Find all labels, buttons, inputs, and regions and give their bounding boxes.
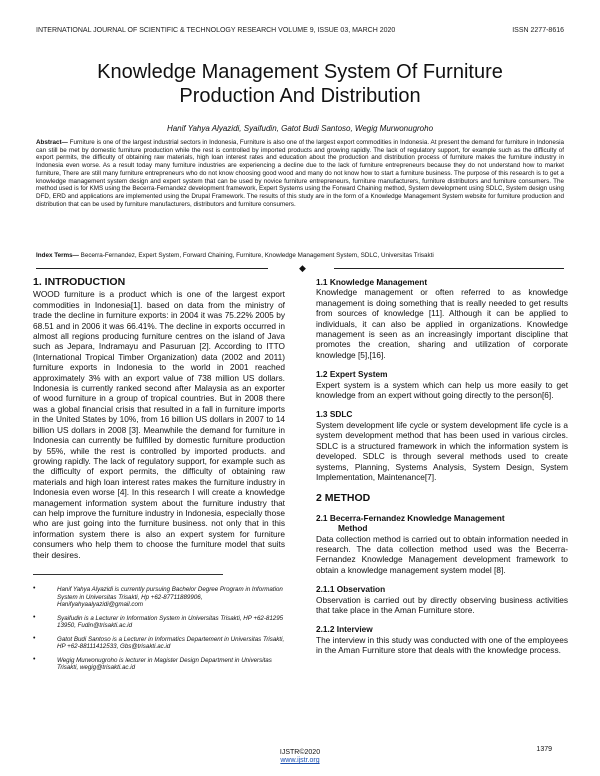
method-heading: 2 METHOD	[316, 492, 371, 505]
journal-url-link[interactable]: www.ijstr.org	[280, 757, 320, 764]
index-terms-label: Index Terms—	[36, 252, 79, 259]
section-1-2-text: Expert system is a system which can help us more easily to get knowledge from an expert without going directly to the person[6].	[316, 379, 568, 401]
bullet-icon: •	[33, 613, 36, 621]
right-column	[316, 277, 568, 656]
section-2-1-2-heading: 2.1.2 Interview	[316, 624, 373, 635]
issn: ISSN 2277-8616	[512, 27, 564, 34]
journal-header: INTERNATIONAL JOURNAL OF SCIENTIFIC & TECHNOLOGY RESEARCH VOLUME 9, ISSUE 03, MARCH 2020	[36, 27, 396, 34]
section-2-1-heading-line-1: 2.1 Becerra-Fernandez Knowledge Management	[316, 512, 505, 523]
footnote-text: Syaifudin is a Lecturer in Information System in Universitas Trisakti, HP +62-81295 13950, Fudin@trisakti.ac.id	[57, 614, 284, 629]
section-1-3-heading: 1.3 SDLC	[316, 409, 353, 420]
title-line-2: Production And Distribution	[179, 85, 421, 107]
bullet-icon: •	[33, 655, 36, 663]
paper-title	[36, 60, 564, 108]
title-line-1: Knowledge Management System Of Furniture	[97, 61, 503, 83]
footnote-rule	[33, 574, 223, 575]
section-1-3-text: System development life cycle or system development life cycle is a system development method that has been used in various circles. SDLC is a structured framework in which the information system is developed. SDLC is through several methods used to create systems, Planning, Systems Analysis, System Design, System Implementation, Maintenance[7].	[316, 419, 568, 482]
section-2-1-heading	[316, 513, 568, 534]
diamond-icon: ◆	[299, 263, 306, 273]
footnote-text: Wegig Murwonugroho is lecturer in Magister Design Department in Universitas Trisakti, wegig@trisakti.ac.id	[57, 656, 272, 671]
abstract-text: Furniture is one of the largest industrial sectors in Indonesia, Furniture is also one of the largest export commodities in Indonesia. At present the demand for furniture in Indonesia can still be met by domestic furniture production while the rest is controlled by imported products and growing rapidly. The lack of regulatory support, for example such as the difficulty of export permits, the difficulty of obtaining raw materials, high loan interest rates and education about the production and distribution process of furniture makes the furniture industry in Indonesia even worse. As a result today many furniture industries are experiencing a decline due to the lack of furniture entrepreneurs because they do not understand how to market furniture, There are still many furniture entrepreneurs who do not know choosing good wood and many do not know how to start a furniture business. The purpose of this research is to get a knowledge management system design and expert system that can be used by novice furniture entrepreneurs, furniture manufacturers, furniture distributors and furniture consumers. The method used is for KMS using the Becerra-Fernandez development framework, Expert Systems using the Forward Chaining method, System development using SDLC, System design using DFD, ERD and applications are implemented using the Drupal Framework. The results of this study are in the form of a Knowledge Management System website for furniture production and distribution that can be used by furniture manufacturers, distributors and furniture consumers.	[36, 139, 564, 208]
section-2-1-1-heading: 2.1.1 Observation	[316, 584, 386, 595]
intro-heading: 1. INTRODUCTION	[33, 276, 126, 288]
footnote-text: Gatot Budi Santoso is a Lecturer in Informatics Departement in Universitas Trisakti, HP +62-88111412533, Gbs@trisakti.ac.id	[57, 635, 285, 650]
footnote	[33, 636, 285, 651]
page-footer	[0, 749, 600, 765]
section-2-1-text: Data collection method is carried out to obtain information needed in research. The data collection method used was the Becerra-Fernandez Knowledge Management development framework to obtain a knowledge management system model [8].	[316, 533, 568, 575]
footnote	[33, 586, 285, 609]
abstract	[36, 139, 564, 208]
section-2-1-2-text: The interview in this study was conducted with one of the employees in the Aman Furniture store that deals with the knowledge process.	[316, 634, 568, 656]
copyright: IJSTR©2020	[279, 749, 321, 756]
section-1-1-heading: 1.1 Knowledge Management	[316, 277, 428, 287]
footnotes	[33, 586, 285, 678]
bullet-icon: •	[33, 634, 36, 642]
footnote-text: Hanif Yahya Alyazidi is currently pursuing Bachelor Degree Program in Information System in Universitas Trisakti, Hp +62-87711889906, Hanifyahyaalyazidi@gmail.com	[57, 586, 283, 608]
intro-text: WOOD furniture is a product which is one of the largest export commodities in Indonesia[1]. based on data from the ministry of trade the decline in furniture exports: in 2004 it was 75.22% 2005 by 68.51 and in 2006 it was 66.41%. The decline in exports occurred in almost all regions producing furniture centres on the island of Java such as Jepara, Indramayu and Pasuruan [2]. According to ITTO (International Tropical Timber Organization) data (2002 and 2011) furniture exports in Indonesia to the world in 2001 reached approximately 3% with an export value of 738 million US dollars. Indonesia is currently ranked second after Malaysia as an exporter of wood furniture in a group of tropical countries. But in 2008 there was a global financial crisis that resulted in a fall in furniture imports in the United States by 10%, from 16 billion US dollars in 2007 to 14 billion US dollars in 2008 [3]. Meanwhile the demand for furniture in Indonesia can currently be fulfilled by domestic furniture production by 55%, while the rest is controlled by imported products. and growing rapidly. The lack of regulatory support, for example such as the difficulty of export permits, the difficulty of obtaining raw materials and high loan interest rates makes the furniture industry in Indonesia even worse [4]. In this research I will create a knowledge management information system about the furniture industry that can help improve the furniture industry in Indonesia, especially those who are just going into the furniture business. not only that in this information system there is also an expert system for furniture consumers who help them to choose the furniture model that suits their desires.	[33, 289, 285, 560]
section-2-1-heading-line-2: Method	[338, 523, 368, 534]
divider-line-right	[334, 268, 564, 269]
author-list: Hanif Yahya Alyazidi, Syaifudin, Gatot Budi Santoso, Wegig Murwonugroho	[166, 124, 434, 133]
index-terms-text: Becerra-Fernandez, Expert System, Forward Chaining, Furniture, Knowledge Management System, SDLC, Universitas Trisakti	[78, 252, 434, 259]
bullet-icon: •	[33, 585, 36, 592]
divider-line-left	[36, 268, 268, 269]
page-number: 1379	[536, 746, 552, 753]
index-terms	[36, 252, 564, 260]
section-2-1-1-text: Observation is carried out by directly observing business activities that take place in the Aman Furniture store.	[316, 594, 568, 615]
section-1-1-text: Knowledge management or often referred to as knowledge management is doing something that is really needed to get results from sources of knowledge [11]. Although it can be applied to individuals, it can also be applied in organizations. Knowledge management is seen as an increasingly important discipline that promotes the creation, sharing and utilization of corporate knowledge [5],[16].	[316, 287, 568, 360]
section-divider	[36, 265, 564, 273]
section-1-2-heading: 1.2 Expert System	[316, 369, 388, 380]
footnote	[33, 615, 285, 630]
left-column	[33, 277, 285, 560]
abstract-label: Abstract—	[36, 139, 68, 146]
footnote	[33, 657, 285, 672]
